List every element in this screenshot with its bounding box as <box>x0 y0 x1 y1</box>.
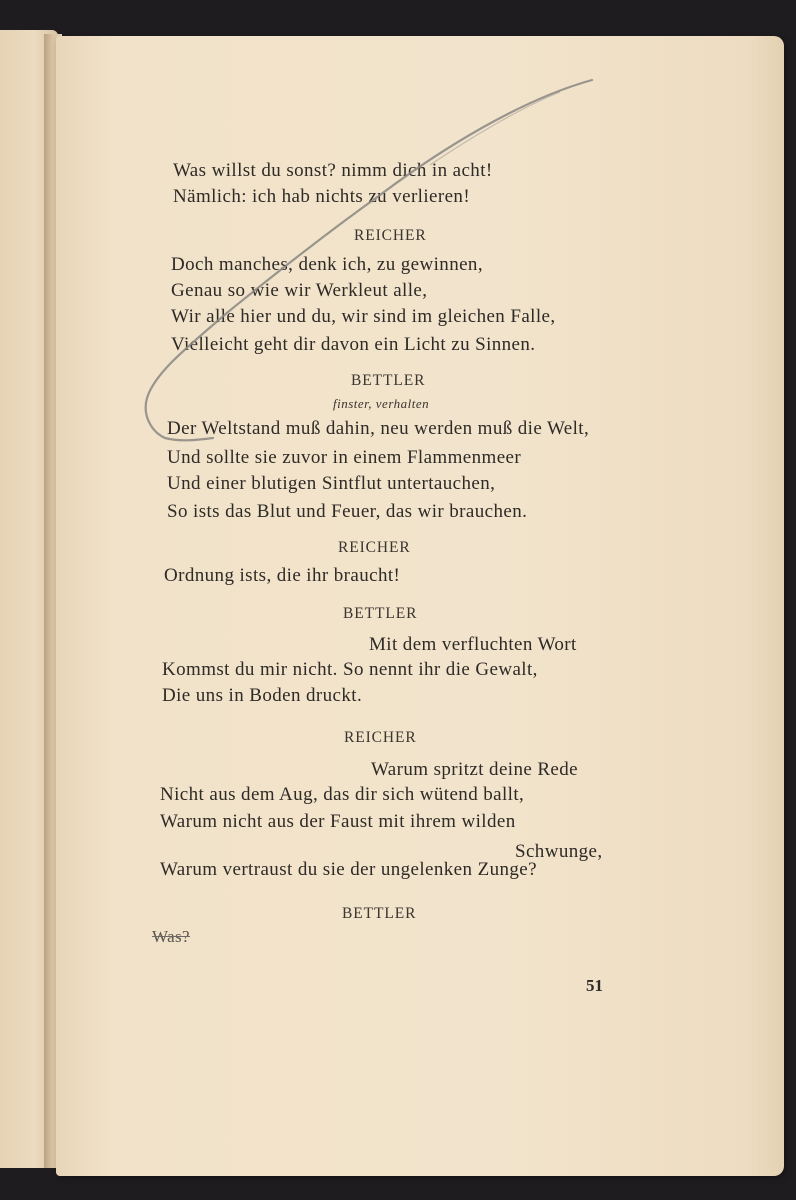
verse-line: Doch manches, denk ich, zu gewinnen, <box>171 254 483 275</box>
verse-line: Schwunge, <box>515 841 603 862</box>
verse-line: Und sollte sie zuvor in einem Flammenmeer <box>167 447 522 468</box>
struck-through-word: Was? <box>152 927 190 946</box>
verse-line: Warum nicht aus der Faust mit ihrem wilden <box>160 811 516 832</box>
verse-line: Nämlich: ich hab nichts zu verlieren! <box>173 186 471 207</box>
verse-line: Warum spritzt deine Rede <box>371 759 578 780</box>
verse-line: Vielleicht geht dir davon ein Licht zu Sinnen. <box>171 334 536 355</box>
speaker-label: REICHER <box>354 227 427 244</box>
speaker-label: BETTLER <box>351 372 426 389</box>
speaker-label: REICHER <box>338 539 411 556</box>
verse-line: So ists das Blut und Feuer, das wir brauchen. <box>167 501 528 522</box>
verse-line: Die uns in Boden druckt. <box>162 685 363 706</box>
speaker-label: REICHER <box>344 729 417 746</box>
stage-direction: finster, verhalten <box>333 396 430 411</box>
verse-line: Nicht aus dem Aug, das dir sich wütend ballt, <box>160 784 525 805</box>
speaker-label: BETTLER <box>343 605 418 622</box>
verse-line: Der Weltstand muß dahin, neu werden muß die Welt, <box>167 418 590 439</box>
page-number: 51 <box>586 976 603 995</box>
verse-line: Ordnung ists, die ihr braucht! <box>164 565 401 586</box>
verse-line: Kommst du mir nicht. So nennt ihr die Gewalt, <box>162 659 538 680</box>
speaker-label: BETTLER <box>342 905 417 922</box>
verse-line: Warum vertraust du sie der ungelenken Zunge? <box>160 859 537 880</box>
verse-line: Mit dem verfluchten Wort <box>369 634 577 655</box>
book-page <box>56 36 784 1176</box>
verse-line: Wir alle hier und du, wir sind im gleichen Falle, <box>171 306 556 327</box>
verse-line: Genau so wie wir Werkleut alle, <box>171 280 428 301</box>
verse-line: Was willst du sonst? nimm dich in acht! <box>173 160 493 181</box>
verse-line: Und einer blutigen Sintflut untertauchen, <box>167 473 496 494</box>
